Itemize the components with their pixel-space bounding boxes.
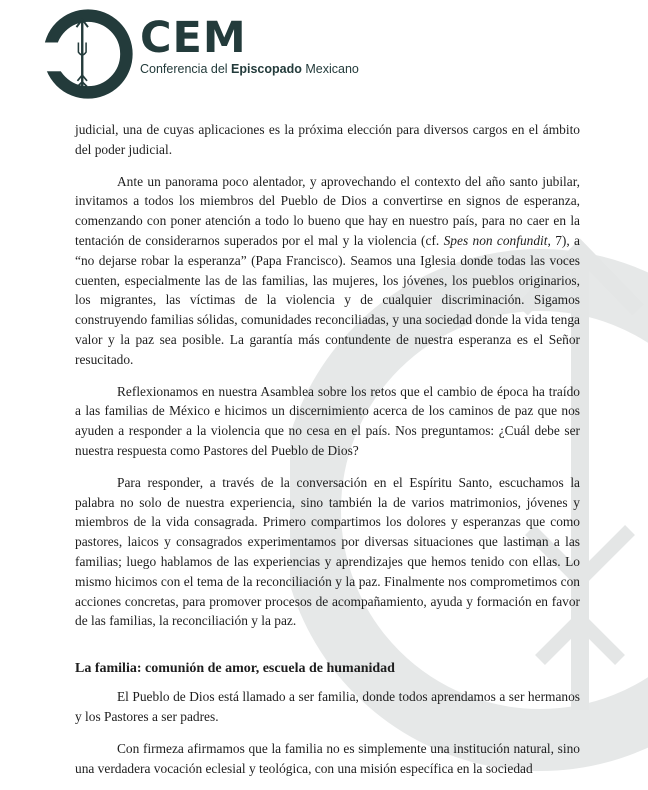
- org-name: [140, 62, 359, 76]
- paragraph-6: Con firmeza afirmamos que la familia no es simplemente una institución natural, sino una verdadera vocación eclesial y teológica, con una misión específica en la sociedad: [75, 740, 580, 776]
- paragraph-2-part-b: , 7), a “no dejarse robar la esperanza” (Papa Francisco). Seamos una Iglesia donde todas las voces cuenten, especialmente las de las familias, las mujeres, los jóvenes, los pueblos originarios, los migrantes, las víctimas de la violencia y de cualquier discriminación. Sigamos construyendo familias sólidas, comunidades reconciliadas, y una sociedad donde la vida tenga valor y la paz sea posible. La garantía más contundente de nuestra esperanza es el Señor resucitado.: [75, 232, 580, 367]
- cem-logo-icon: [40, 6, 136, 102]
- paragraph-2: [75, 172, 580, 370]
- paragraph-3: Reflexionamos en nuestra Asamblea sobre los retos que el cambio de época ha traído a las familias de México e hicimos un discernimiento acerca de los caminos de paz que nos ayuden a responder a la violencia que no cesa en el país. Nos preguntamos: ¿Cuál debe ser nuestra respuesta como Pastores del Pueblo de Dios?: [75, 383, 580, 458]
- citation-title: Spes non confundit: [443, 232, 548, 248]
- org-name-bold: Episcopado: [231, 62, 302, 76]
- paragraph-4: Para responder, a través de la conversación en el Espíritu Santo, escuchamos la palabra no solo de nuestra experiencia, sino también la de varios matrimonios, jóvenes y miembros de la vida consagrada. Primero compartimos los dolores y esperanzas que como pastores, laicos y consagrados experimentamos por diversas situaciones que lastiman a las familias; luego hablamos de las experiencias y aprendizajes que hemos tenido con ellas. Lo mismo hicimos con el tema de la reconciliación y la paz. Finalmente nos comprometimos con acciones concretas, para promover procesos de acompañamiento, ayuda y formación en favor de las familias, la reconciliación y la paz.: [75, 474, 580, 629]
- paragraph-1: judicial, una de cuyas aplicaciones es la próxima elección para diversos cargos en el ámbito del poder judicial.: [75, 122, 580, 157]
- paragraph-5: El Pueblo de Dios está llamado a ser familia, donde todos aprendamos a ser hermanos y los Pastores a ser padres.: [75, 689, 580, 724]
- brand-header: [140, 13, 359, 76]
- section-heading: La familia: comunión de amor, escuela de humanidad: [75, 661, 395, 677]
- document-body: [75, 120, 580, 790]
- org-name-suffix: Mexicano: [301, 62, 359, 76]
- org-acronym: CEM: [140, 13, 247, 63]
- org-name-prefix: Conferencia del: [140, 62, 232, 76]
- paragraph-2-part-a: Ante un panorama poco alentador, y aprovechando el contexto del año santo jubilar, invitamos a todos los miembros del Pueblo de Dios a convertirse en signos de esperanza, comenzando con poner atención a todo lo bueno que hay en nuestro país, para no caer en la tentación de considerarnos superados por el mal y la violencia (cf.: [75, 173, 580, 248]
